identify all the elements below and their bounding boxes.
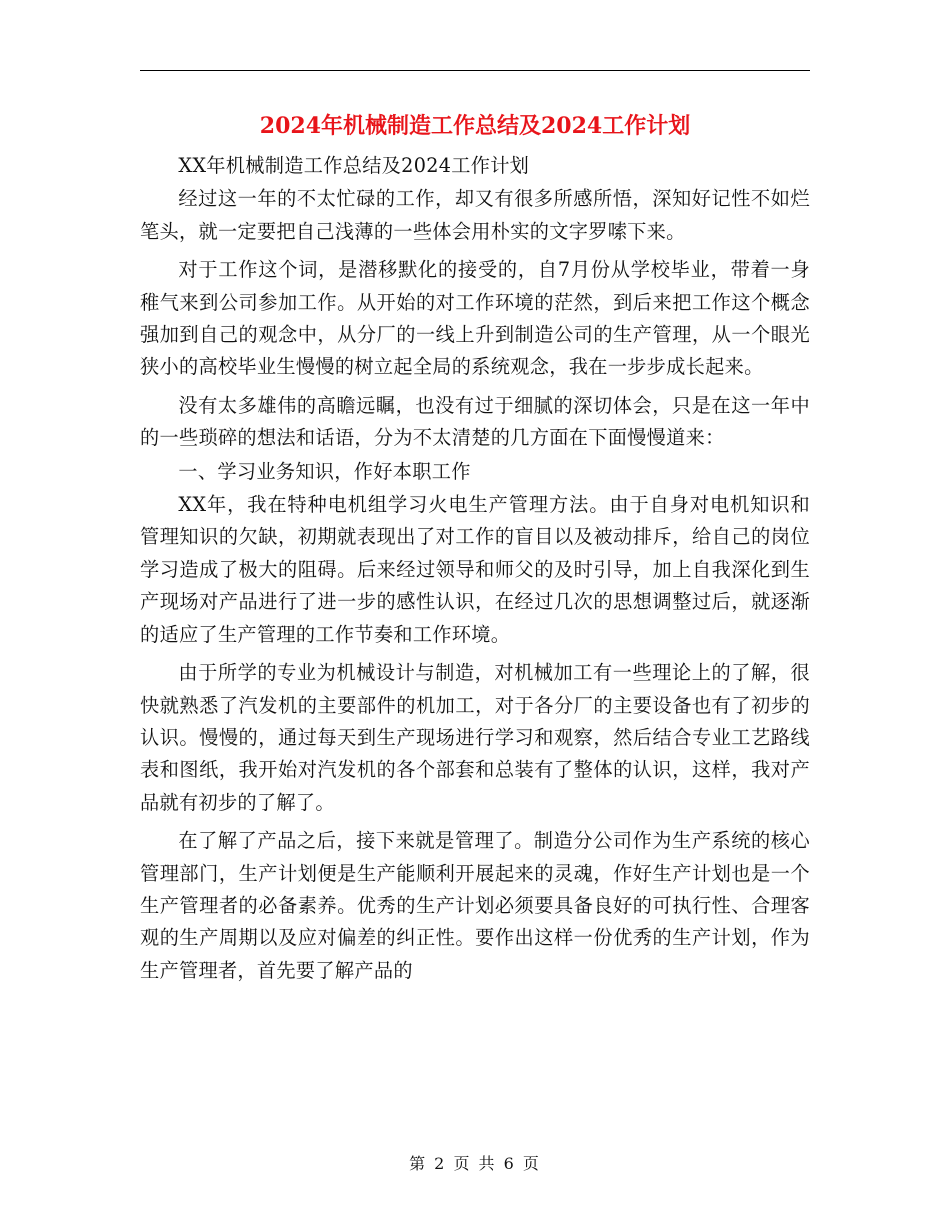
paragraph-work-concept: 对于工作这个词，是潜移默化的接受的，自7月份从学校毕业，带着一身稚气来到公司参加工作。从开始的对工作环境的茫然，到后来把工作这个概念强加到自己的观念中，从分厂的一线上升到制造公司的生产管理，从一个眼光狭小的高校毕业生慢慢的树立起全局的系统观念，我在一步步成长起来。 [140,258,810,379]
paragraph-product-knowledge: 由于所学的专业为机械设计与制造，对机械加工有一些理论上的了解，很快就熟悉了汽发机的主要部件的机加工，对于各分厂的主要设备也有了初步的认识。慢慢的，通过每天到生产现场进行学习和观察，然后结合专业工艺路线表和图纸，我开始对汽发机的各个部套和总装有了整体的认识，这样，我对产品就有初步的了解了。 [140,661,810,814]
paragraph-intro: 经过这一年的不太忙碌的工作，却又有很多所感所悟，深知好记性不如烂笔头，就一定要把自己浅薄的一些体会用朴实的文字罗嗦下来。 [140,187,810,243]
header-rule [140,70,810,71]
document-title: 2024年机械制造工作总结及2024工作计划 [259,113,691,139]
paragraph-production-plan: 在了解了产品之后，接下来就是管理了。制造分公司作为生产系统的核心管理部门，生产计划便是生产能顺利开展起来的灵魂，作好生产计划也是一个生产管理者的必备素养。优秀的生产计划必须要具备良好的可执行性、合理客观的生产周期以及应对偏差的纠正性。要作出这样一份优秀的生产计划，作为生产管理者，首先要了解产品的 [140,829,810,982]
paragraph-subtitle: XX年机械制造工作总结及2024工作计划 [178,154,530,177]
paragraph-learning: XX年，我在特种电机组学习火电生产管理方法。由于自身对电机知识和管理知识的欠缺，初期就表现出了对工作的盲目以及被动排斥，给自己的岗位学习造成了极大的阻碍。后来经过领导和师父的及时引导，加上自我深化到生产现场对产品进行了进一步的感性认识，在经过几次的思想调整过后，就逐渐的适应了生产管理的工作节奏和工作环境。 [140,493,810,646]
paragraph-overview: 没有太多雄伟的高瞻远瞩，也没有过于细腻的深切体会，只是在这一年中的一些琐碎的想法和话语，分为不太清楚的几方面在下面慢慢道来： [140,393,810,450]
page-number: 第 2 页 共 6 页 [409,1154,541,1173]
document-body [140,150,810,993]
section-heading-1: 一、学习业务知识，作好本职工作 [178,459,471,483]
